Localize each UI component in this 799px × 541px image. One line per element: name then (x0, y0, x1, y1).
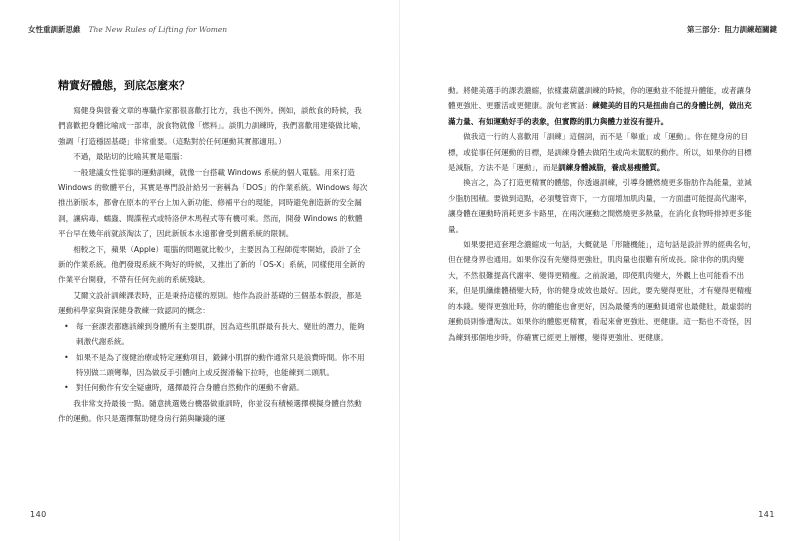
emphasis-text: 練健美的目的只是扭曲自己的身體比例，做出充滿力量、有如運動好手的表象，但實際的肌力與體力並沒有提升。 (448, 101, 752, 126)
left-running-head (28, 24, 227, 35)
book-subtitle: The New Rules of Lifting for Women (88, 25, 228, 34)
right-running-head: 第三部分：阻力訓練超關鍵 (687, 25, 777, 34)
paragraph-text: 做我這一行的人喜歡用「訓練」這個詞，而不是「舉重」或「運動」。你在健身房的目標，或從事任何運動的目標，是訓練身體去做陌生或尚未駕馭的動作。所以，如果你的目標是減脂，方法不是「運動」，而是 (448, 132, 752, 173)
right-text-column (448, 83, 758, 345)
bullet-item: • 如果不是為了復健治療或特定運動項目，鍛鍊小肌群的動作通常只是浪費時間。你不用特別做二頭彎舉，因為做反手引體向上或反握滑輪下拉時，也能練到二頭肌。 (58, 350, 368, 381)
paragraph (448, 129, 758, 175)
paragraph: 寫健身與營養文章的專職作家都很喜歡打比方，我也不例外。例如，談飲食的時候，我們喜歡把身體比喻成一部車，說食物就像「燃料」。談肌力訓練時，我們喜歡用建築做比喻，強調「打造穩固基礎」非常重要。（這點對於任何運動其實都適用。） (58, 106, 366, 146)
bullet-item: • 對任何動作有安全疑慮時，選擇最符合身體自然動作的運動不會錯。 (58, 380, 368, 395)
page-number-left: 140 (30, 510, 47, 519)
right-page (400, 0, 799, 541)
bullet-item: • 每一套課表都應該練到身體所有主要肌群，因為這些肌群最有長大、變壯的潛力，能夠刺激代謝系統。 (58, 319, 368, 350)
paragraph-text: 動。將健美選手的課表濃縮，依樣畫葫蘆訓練的時候，你的運動並不能提升體能，或者讓身體更強壯、更靈活或更健康。說句老實話： (448, 86, 752, 111)
paragraph: 不過，最貼切的比喻其實是電腦： (73, 152, 188, 162)
paragraph: 我非常支持最後一點。隨意挑選幾台機器做重訓時，你並沒有積極選擇模擬身體自然動作的運動。你只是選擇幫助健身房行銷與賺錢的運 (58, 398, 362, 424)
paragraph (448, 83, 758, 129)
section-heading: 精實好體態，到底怎麼來？ (58, 79, 190, 92)
page-number-right: 141 (758, 510, 775, 519)
paragraph: 換言之，為了打造更精實的體態，你透過訓練，引導身體燃燒更多脂肪作為能量，並減少脂肪囤積。要做到這點，必須雙管齊下，一方面增加肌肉量，一方面盡可能提高代謝率，讓身體在運動時消耗更多卡路里，在兩次運動之間燃燒更多熱量，在消化食物時排掉更多能量。 (448, 178, 752, 234)
book-title: 女性重訓新思維 (28, 25, 81, 34)
paragraph: 相較之下，蘋果（Apple）電腦的問題就比較少，主要因為工程師從零開始，設計了全新的作業系統。他們發現系統不夠好的時候，又推出了新的「OS-X」系統，同樣使用全新的作業平台開發，不帶有任何先前的系統殘缺。 (58, 244, 365, 285)
paragraph: 艾爾文設計訓練課表時，正是秉持這樣的原則。他作為設計基礎的三個基本假設，都是運動科學家與資深健身教練一致認同的概念： (58, 290, 362, 316)
left-text-column (58, 78, 368, 427)
bullet-list (58, 319, 368, 396)
paragraph: 如果要把這套理念濃縮成一句話，大概就是「形隨機能」，這句話是設計界的經典名句，但在健身界也通用。如果你沒有先變得更強壯，肌肉量也很難有所成長。除非你的肌肉變大，不然很難提高代謝率、變得更精瘦。之前說過，即使肌肉變大，外觀上也可能看不出來，但是肌纖維體積變大時，你的健身成效也最好。因此，要先變得更壯，才有變得更精瘦的本錢。變得更強壯時，你的體能也會更好，因為最優秀的運動員通常也最健壯，最虛弱的運動員則慘遭淘汰。如果你的體態更精實，看起來會更強壯、更健康。這一點也不奇怪，因為練到那個地步時，你確實已經更上層樓，變得更強壯、更健康。 (448, 240, 756, 342)
emphasis-text: 訓練身體減脂，養成易瘦體質。 (558, 163, 665, 173)
paragraph: 一般建議女性從事的運動訓練，就像一台搭載 Windows 系統的個人電腦。用來打造 Windows 的軟體平台，其實是專門設計給另一套稱為「DOS」的作業系統。Windows 每次推出新版本，都會在原本的平台上加入新功能、修補平台的現能，同時避免創造新的安全漏洞，讓病毒、蠕蟲、間諜程式或特洛伊木馬程式等有機可乘。然而，開發 Windows 的軟體平台早在幾年前就該淘汰了，因此新版本永遠都會受到舊系統的限制。 (58, 167, 368, 239)
